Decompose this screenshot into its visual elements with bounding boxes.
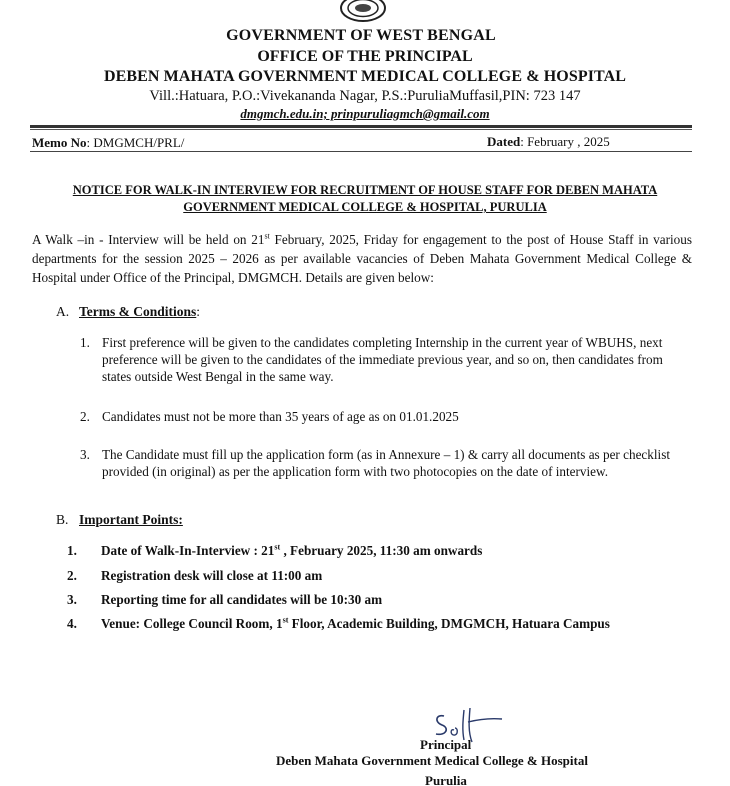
- intro-part-a: A Walk –in - Interview will be held on 21: [32, 232, 265, 247]
- point-number: 2.: [67, 568, 77, 583]
- list-item: [67, 616, 707, 632]
- memo-number: [32, 135, 184, 151]
- point-number: 4.: [67, 616, 77, 631]
- header-institution: DEBEN MAHATA GOVERNMENT MEDICAL COLLEGE & HOSPITAL: [103, 68, 627, 85]
- term-number: 2.: [80, 409, 90, 424]
- point-number: 1.: [67, 543, 77, 558]
- intro-part-b: February, 2025, Friday for engagement to the post of House Staff in various departments for the session 2025 – 2026 as per available vacancies of Deben Mahata Government Medical College & Hospital under Office of the Principal, DMGMCH. Details are given below:: [32, 232, 692, 285]
- header-government: GOVERNMENT OF WEST BENGAL: [226, 27, 496, 44]
- memo-value: : DMGMCH/PRL/: [86, 135, 185, 150]
- memo-date: [487, 134, 610, 150]
- section-a-letter: A.: [56, 304, 70, 319]
- term-text: Candidates must not be more than 35 years of age as on 01.01.2025: [102, 409, 459, 424]
- point-sup: st: [282, 615, 289, 625]
- point-text: Registration desk will close at 11:00 am: [101, 568, 323, 583]
- point-text: Reporting time for all candidates will be 10:30 am: [101, 592, 383, 607]
- header-divider-thin: [30, 129, 692, 130]
- list-item: [67, 568, 707, 584]
- term-text: The Candidate must fill up the application form (as in Annexure – 1) & carry all documents as per checklist provided (in original) as per the application form with two photocopies on the date of interview.: [102, 447, 670, 479]
- memo-divider: [30, 151, 692, 152]
- list-item: [80, 446, 690, 480]
- term-text: First preference will be given to the candidates completing Internship in the current year of WBUHS, next preference will be given to the candidates of the immediate previous year, and so on, then candidates from states outside West Bengal in the same way.: [102, 335, 663, 384]
- dated-value: : February , 2025: [520, 134, 610, 149]
- point-text-b: , February 2025, 11:30 am onwards: [280, 543, 483, 558]
- memo-label: Memo No: [32, 135, 87, 150]
- section-b-heading: [56, 512, 183, 528]
- notice-title-line2: GOVERNMENT MEDICAL COLLEGE & HOSPITAL, PURULIA: [183, 200, 547, 214]
- signatory-place: Purulia: [425, 773, 467, 786]
- section-b-letter: B.: [56, 512, 69, 527]
- header-address: Vill.:Hatuara, P.O.:Vivekananda Nagar, P.S.:PuruliaMuffasil,PIN: 723 147: [149, 88, 581, 104]
- dated-label: Dated: [487, 134, 521, 149]
- government-emblem-icon: [338, 0, 388, 24]
- term-number: 3.: [80, 447, 90, 462]
- list-item: [80, 334, 690, 385]
- point-text-a: Date of Walk-In-Interview : 21: [101, 543, 275, 558]
- notice-title-line1: NOTICE FOR WALK-IN INTERVIEW FOR RECRUITMENT OF HOUSE STAFF FOR DEBEN MAHATA: [72, 183, 658, 197]
- point-text-a: Venue: College Council Room, 1: [101, 616, 283, 631]
- header-contact: dmgmch.edu.in; prinpuruliagmch@gmail.com: [240, 106, 490, 121]
- list-item: [80, 408, 690, 425]
- section-a-heading: [56, 304, 200, 320]
- point-sup: st: [274, 542, 281, 552]
- intro-sup: st: [264, 231, 270, 241]
- header-divider: [30, 125, 692, 128]
- point-text: [101, 616, 707, 632]
- section-a-title: Terms & Conditions: [79, 304, 197, 319]
- term-number: 1.: [80, 335, 90, 350]
- point-text: [101, 543, 707, 559]
- header-office: OFFICE OF THE PRINCIPAL: [257, 48, 473, 65]
- section-b-title: Important Points:: [79, 512, 183, 527]
- list-item: [67, 543, 707, 559]
- list-item: [67, 592, 707, 608]
- section-a-colon: :: [196, 304, 201, 319]
- signatory-institution: Deben Mahata Government Medical College & Hospital: [276, 753, 588, 768]
- signatory-role: Principal: [420, 737, 472, 752]
- point-text-b: Floor, Academic Building, DMGMCH, Hatuara Campus: [288, 616, 610, 631]
- notice-intro: [32, 230, 692, 287]
- point-number: 3.: [67, 592, 77, 607]
